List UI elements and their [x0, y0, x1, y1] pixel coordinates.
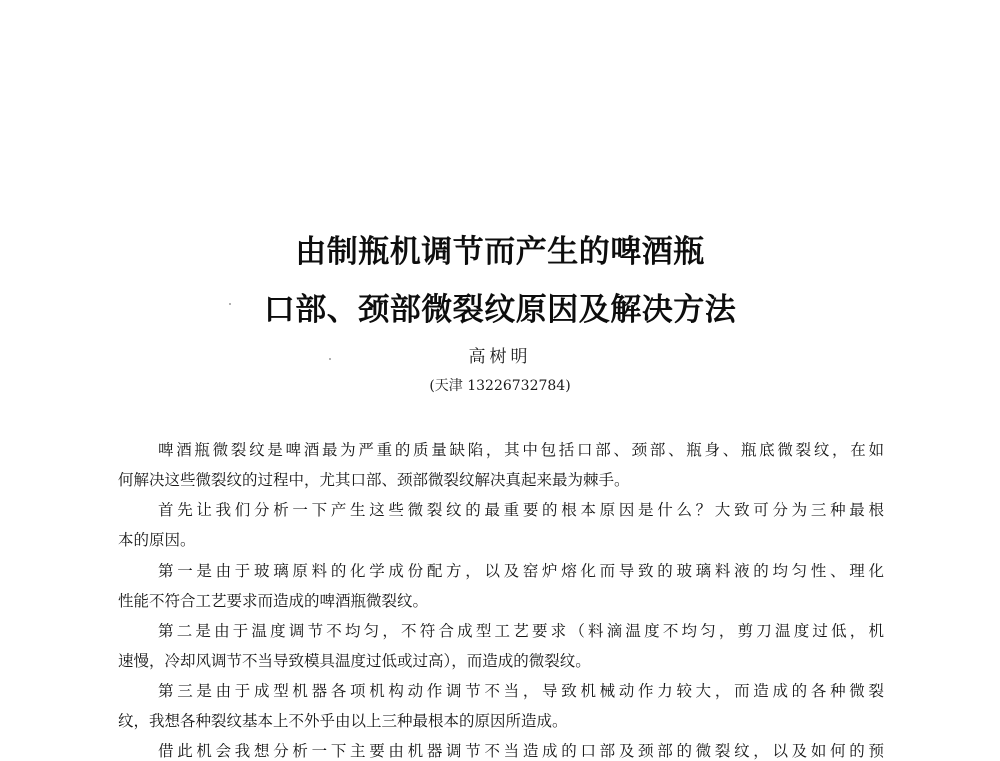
paragraph-3-line-2: 性能不符合工艺要求而造成的啤酒瓶微裂纹。: [118, 592, 429, 610]
author-name: 高树明: [468, 347, 532, 367]
scan-speck: [329, 358, 331, 360]
author-affiliation: (天津 13226732784): [429, 378, 571, 394]
paragraph-4-line-1: 第二是由于温度调节不均匀，不符合成型工艺要求（料滴温度不均匀，剪刀温度过低，机: [158, 622, 884, 640]
article-title-line-1: 由制瓶机调节而产生的啤酒瓶: [295, 234, 705, 270]
article-title-line-2: 口部、颈部微裂纹原因及解决方法: [263, 292, 737, 328]
paragraph-2-line-1: 首先让我们分析一下产生这些微裂纹的最重要的根本原因是什么？大致可分为三种最根: [158, 501, 884, 519]
scan-speck: [229, 303, 231, 305]
paragraph-1-line-1: 啤酒瓶微裂纹是啤酒最为严重的质量缺陷，其中包括口部、颈部、瓶身、瓶底微裂纹，在如: [158, 441, 884, 459]
paragraph-1-line-2: 何解决这些微裂纹的过程中，尤其口部、颈部微裂纹解决真起来最为棘手。: [118, 471, 630, 489]
paragraph-3-line-1: 第一是由于玻璃原料的化学成份配方，以及窑炉熔化而导致的玻璃料液的均匀性、理化: [158, 562, 884, 580]
paragraph-2-line-2: 本的原因。: [118, 531, 196, 549]
paragraph-6-line-1: 借此机会我想分析一下主要由机器调节不当造成的口部及颈部的微裂纹，以及如何的预: [158, 742, 884, 760]
paragraph-5-line-2: 纹，我想各种裂纹基本上不外乎由以上三种最根本的原因所造成。: [118, 712, 568, 730]
paragraph-4-line-2: 速慢，冷却风调节不当导致模具温度过低或过高），而造成的微裂纹。: [118, 652, 591, 670]
paragraph-5-line-1: 第三是由于成型机器各项机构动作调节不当，导致机械动作力较大，而造成的各种微裂: [158, 682, 884, 700]
